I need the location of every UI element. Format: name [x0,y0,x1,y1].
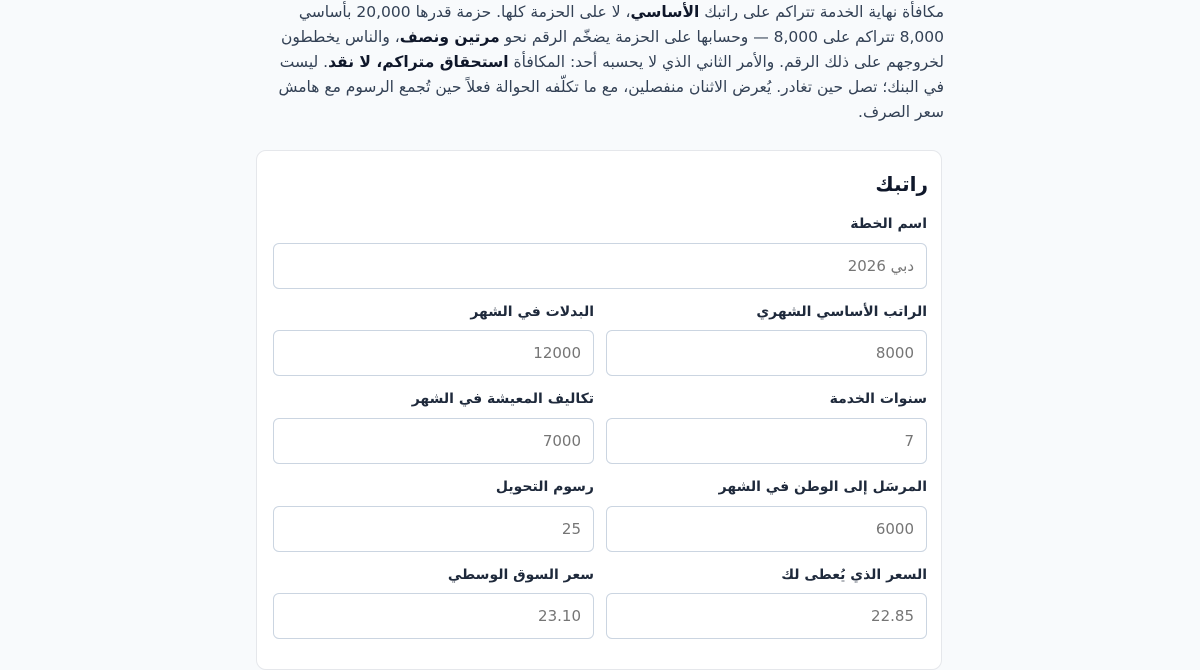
living-costs-input[interactable] [273,418,594,464]
intro-paragraph [256,0,944,125]
basic-salary-input[interactable] [606,330,927,376]
form-title: راتبك [875,172,928,196]
mid-rate-input[interactable] [273,593,594,639]
salary-form-card [256,150,942,670]
allowances-input[interactable] [273,330,594,376]
plan-name-label: اسم الخطة [850,216,927,232]
basic-salary-label: الراتب الأساسي الشهري [756,304,927,320]
years-service-label: سنوات الخدمة [829,391,927,407]
intro-text-3: ، والناس يخططون لخروجهم على ذلك الرقم. والأمر الثاني الذي لا يحسبه أحد: المكافأة [280,28,944,71]
given-rate-label: السعر الذي يُعطى لك [781,567,927,583]
allowances-label: البدلات في الشهر [470,304,594,320]
intro-bold-3: استحقاق متراكم، لا نقد [328,53,509,71]
sent-home-input[interactable] [606,506,927,552]
intro-text-2: ، لا على الحزمة كلها. حزمة قدرها 20,000 بأساسي 8,000 تتراكم على 8,000 — وحسابها على الحزمة يضخّم الرقم نحو [298,3,944,46]
years-service-input[interactable] [606,418,927,464]
sent-home-label: المرسَل إلى الوطن في الشهر [718,479,927,495]
transfer-fee-input[interactable] [273,506,594,552]
plan-name-input[interactable] [273,243,927,289]
intro-text-4: . ليست في البنك؛ تصل حين تغادر. يُعرض الاثنان منفصلين، مع ما تكلّفه الحوالة فعلاً حين تُجمع الرسوم مع هامش سعر الصرف. [278,53,944,121]
intro-bold-1: الأساسي [630,3,700,21]
intro-bold-2: مرتين ونصف [399,28,500,46]
intro-text-1: مكافأة نهاية الخدمة تتراكم على راتبك [699,3,944,21]
given-rate-input[interactable] [606,593,927,639]
transfer-fee-label: رسوم التحويل [495,479,594,495]
mid-rate-label: سعر السوق الوسطي [447,567,594,583]
living-costs-label: تكاليف المعيشة في الشهر [411,391,594,407]
